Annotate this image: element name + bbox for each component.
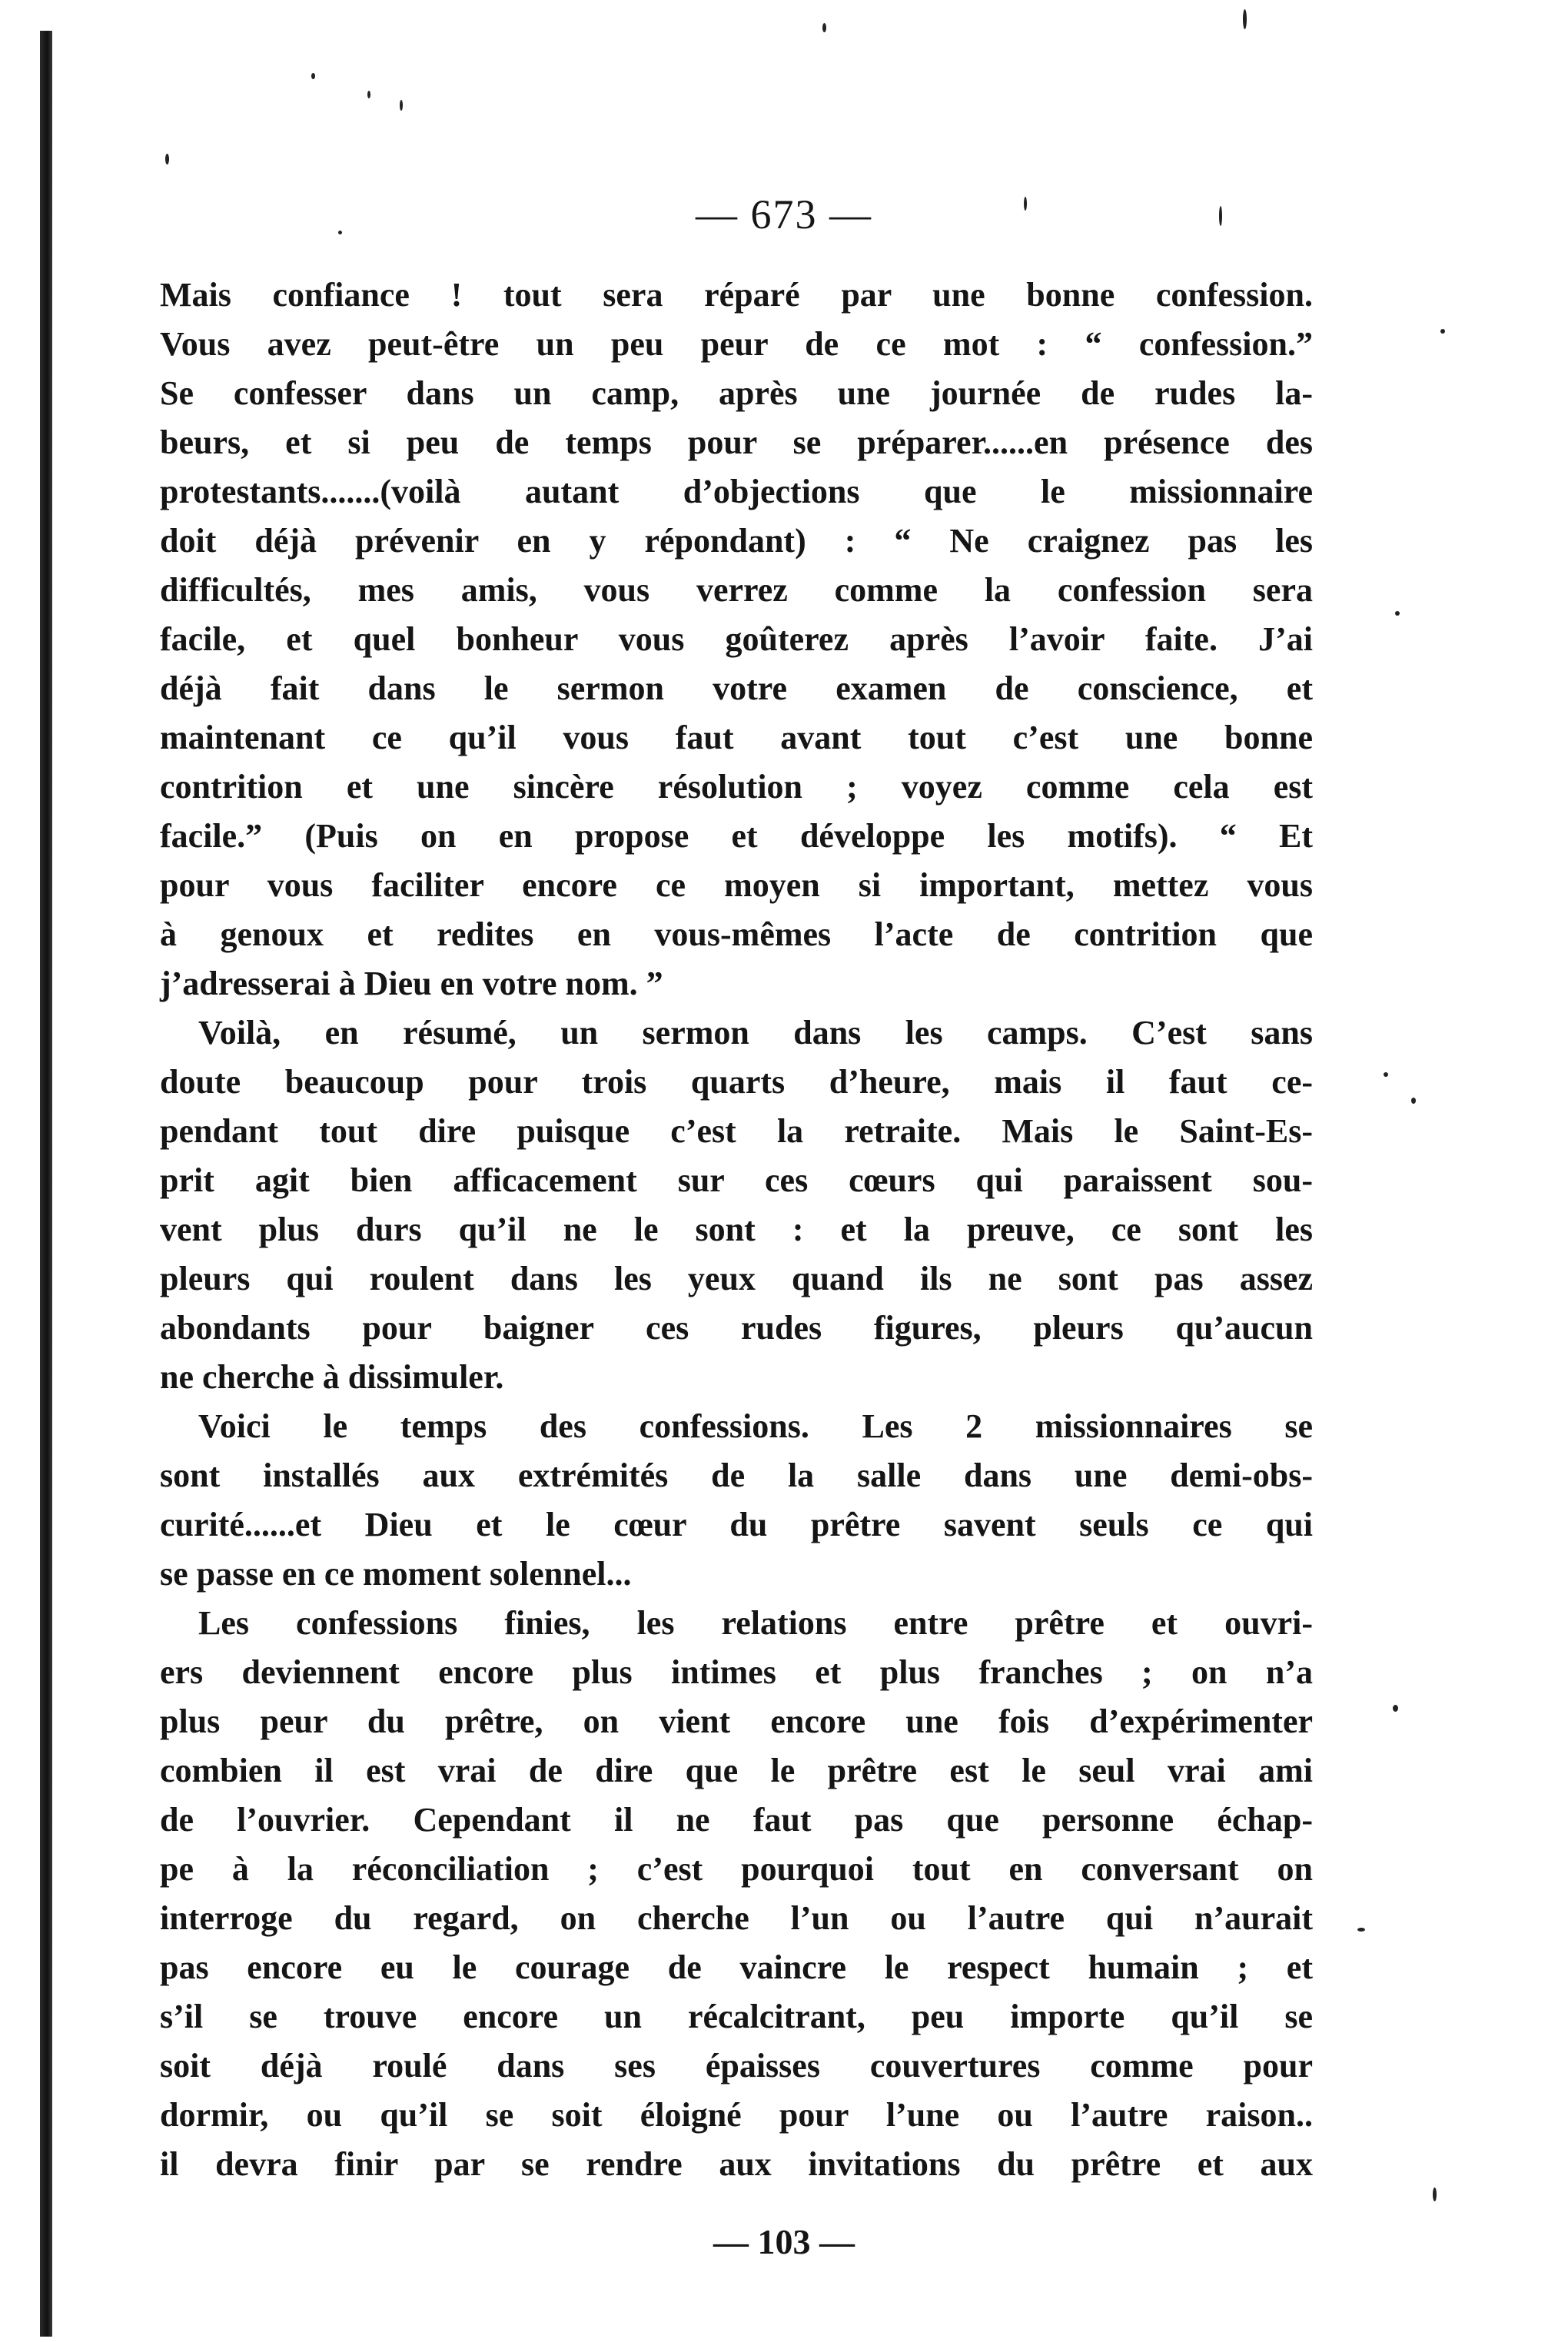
text-line: difficultés, mes amis, vous verrez comme la confession sera — [160, 571, 1313, 609]
scan-speck — [400, 100, 403, 111]
text-line: doit déjà prévenir en y répondant) : “ Ne craignez pas les — [160, 522, 1313, 560]
text-line: beurs, et si peu de temps pour se préparer......en présence des — [160, 424, 1313, 461]
text-line: contrition et une sincère résolution ; voyez comme cela est — [160, 768, 1313, 806]
scan-speck — [1384, 1072, 1388, 1077]
scan-speck — [165, 154, 169, 164]
scan-speck — [1393, 1705, 1398, 1712]
text-line: il devra finir par se rendre aux invitations du prêtre et aux — [160, 2145, 1313, 2183]
text-line: prit agit bien afficacement sur ces cœurs qui paraissent sou- — [160, 1161, 1313, 1199]
page-number-bottom: — 103 — — [713, 2222, 855, 2261]
text-line: pleurs qui roulent dans les yeux quand ils ne sont pas assez — [160, 1260, 1313, 1297]
text-line: soit déjà roulé dans ses épaisses couvertures comme pour — [160, 2047, 1313, 2085]
text-line: de l’ouvrier. Cependant il ne faut pas que personne échap- — [160, 1801, 1313, 1839]
text-line: interroge du regard, on cherche l’un ou l’autre qui n’aurait — [160, 1899, 1313, 1937]
text-line: doute beaucoup pour trois quarts d’heure, mais il faut ce- — [160, 1063, 1313, 1101]
text-line: Voici le temps des confessions. Les 2 missionnaires se — [198, 1407, 1313, 1445]
text-line: Se confesser dans un camp, après une journée de rudes la- — [160, 374, 1313, 412]
scan-speck — [367, 91, 370, 98]
page-binding-edge — [40, 31, 52, 2337]
text-line: déjà fait dans le sermon votre examen de conscience, et — [160, 669, 1313, 707]
text-line: vent plus durs qu’il ne le sont : et la preuve, ce sont les — [160, 1211, 1313, 1248]
scan-speck — [311, 73, 315, 79]
scan-speck — [1411, 1098, 1416, 1104]
text-line: abondants pour baigner ces rudes figures, pleurs qu’aucun — [160, 1309, 1313, 1347]
text-line: Mais confiance ! tout sera réparé par une bonne confession. — [160, 276, 1313, 314]
text-line: Voilà, en résumé, un sermon dans les camps. C’est sans — [198, 1014, 1313, 1051]
text-line: facile, et quel bonheur vous goûterez après l’avoir faite. J’ai — [160, 620, 1313, 658]
text-line: pe à la réconciliation ; c’est pourquoi tout en conversant on — [160, 1850, 1313, 1888]
text-line: curité......et Dieu et le cœur du prêtre savent seuls ce qui — [160, 1506, 1313, 1543]
text-line: pas encore eu le courage de vaincre le respect humain ; et — [160, 1948, 1313, 1986]
text-line: ne cherche à dissimuler. — [160, 1358, 504, 1396]
text-line: protestants.......(voilà autant d’objections que le missionnaire — [160, 473, 1313, 510]
text-line: se passe en ce moment solennel... — [160, 1555, 632, 1593]
scan-speck — [1243, 9, 1247, 29]
text-line: sont installés aux extrémités de la salle dans une demi-obs- — [160, 1457, 1313, 1494]
scan-speck — [1433, 2188, 1437, 2201]
text-line: à genoux et redites en vous-mêmes l’acte de contrition que — [160, 915, 1313, 953]
text-line: pour vous faciliter encore ce moyen si important, mettez vous — [160, 866, 1313, 904]
text-line: s’il se trouve encore un récalcitrant, peu importe qu’il se — [160, 1998, 1313, 2035]
page-number-top: — 673 — — [696, 191, 872, 238]
text-line: pendant tout dire puisque c’est la retraite. Mais le Saint-Es- — [160, 1112, 1313, 1150]
scan-speck — [1395, 611, 1400, 616]
text-line: maintenant ce qu’il vous faut avant tout c’est une bonne — [160, 719, 1313, 756]
text-line: dormir, ou qu’il se soit éloigné pour l’une ou l’autre raison.. — [160, 2096, 1313, 2134]
scan-speck — [822, 23, 826, 32]
text-line: plus peur du prêtre, on vient encore une fois d’expérimenter — [160, 1703, 1313, 1740]
scan-speck — [1440, 329, 1445, 334]
text-line: combien il est vrai de dire que le prêtre est le seul vrai ami — [160, 1752, 1313, 1789]
text-line: ers deviennent encore plus intimes et plus franches ; on n’a — [160, 1653, 1313, 1691]
scan-speck — [1357, 1928, 1365, 1932]
text-line: j’adresserai à Dieu en votre nom. ” — [160, 965, 663, 1002]
text-line: Vous avez peut-être un peu peur de ce mot : “ confession.” — [160, 325, 1313, 363]
body-text — [160, 271, 1313, 2189]
text-line: Les confessions finies, les relations entre prêtre et ouvri- — [198, 1604, 1313, 1642]
text-line: facile.” (Puis on en propose et développe les motifs). “ Et — [160, 817, 1313, 855]
